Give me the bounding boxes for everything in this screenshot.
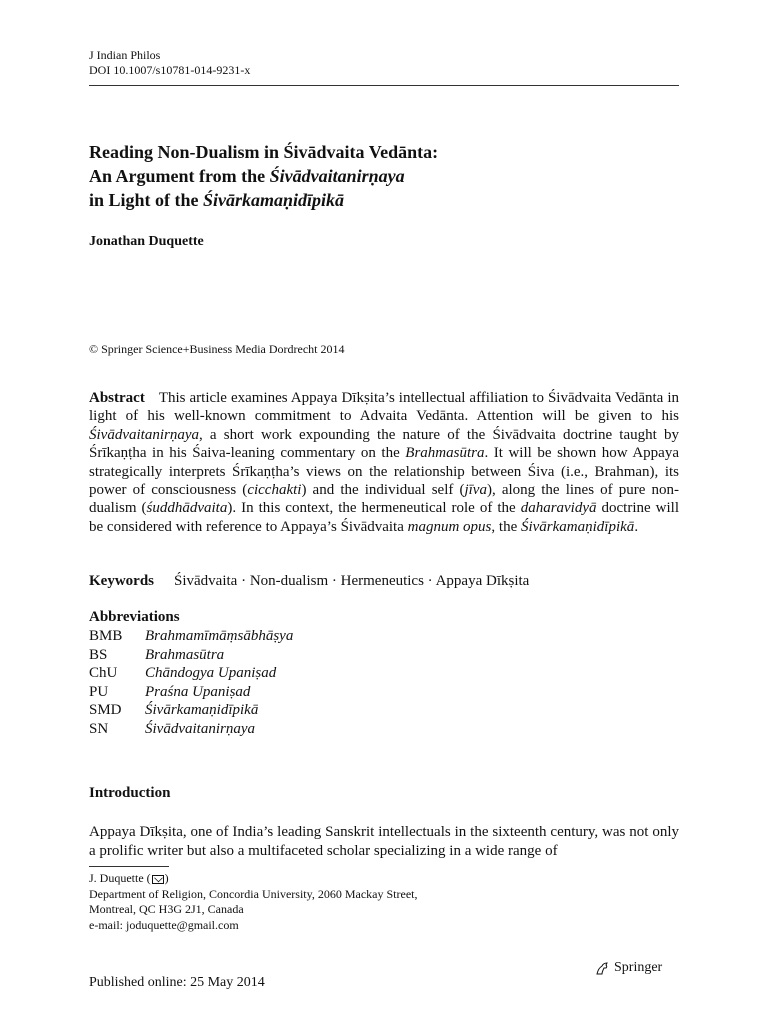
abbreviation-row: SN Śivādvaitanirṇaya	[89, 720, 255, 737]
abbreviation-row: SMD Śivārkamaṇidīpikā	[89, 702, 259, 719]
copyright-notice: © Springer Science+Business Media Dordrecht 2014	[89, 342, 345, 356]
abbreviation-row: ChU Chāndogya Upaniṣad	[89, 665, 277, 682]
journal-name: J Indian Philos	[89, 48, 161, 62]
abstract-label: Abstract	[89, 390, 145, 406]
introduction-heading: Introduction	[89, 785, 171, 801]
keywords	[89, 573, 529, 590]
title-line-1: Reading Non-Dualism in Śivādvaita Vedānta:	[89, 142, 439, 162]
article-title	[89, 140, 438, 212]
author-name: Jonathan Duquette	[89, 234, 204, 249]
journal-doi: DOI 10.1007/s10781-014-9231-x	[89, 63, 251, 77]
publisher-name: Springer	[614, 960, 663, 975]
keywords-text: Śivādvaita · Non-dualism · Hermeneutics · Appaya Dīkṣita	[174, 573, 530, 589]
springer-publisher-mark	[594, 960, 662, 976]
correspondence-line: J. Duquette ( )	[89, 871, 169, 885]
journal-header	[89, 48, 250, 78]
abbreviations-list	[89, 627, 293, 739]
abbreviation-row: BMB Brahmamīmāṃsābhāṣya	[89, 628, 294, 644]
springer-horse-logo-icon	[594, 960, 610, 976]
author-affiliation	[89, 871, 417, 933]
abbreviation-row: PU Praśna Upaniṣad	[89, 683, 251, 700]
envelope-icon	[152, 875, 164, 884]
title-line-2: An Argument from the Śivādvaitanirṇaya	[89, 166, 405, 186]
abstract: Abstract This article examines Appaya Dīkṣita’s intellectual affiliation to Śivādvaita Vedānta in light of his well-known commitment to Advaita Vedānta. Attention will be given to his Śivādvaitanirṇaya, a short work expounding the nature of the Śivādvaita doctrine taught by Śrīkaṇṭha in his Śaiva-leaning commentary on the Brahmasūtra. It will be shown how Appaya strategically interprets Śrīkaṇṭha’s views on the relationship between Śiva (i.e., Brahman), its power of consciousness (cicchakti) and the individual self (jīva), along the lines of pure non-dualism (śuddhādvaita). In this context, the hermeneutical role of the daharavidyā doctrine will be considered with reference to Appaya’s Śivādvaita magnum opus, the Śivārkamaṇidīpikā.	[89, 390, 680, 535]
abbreviation-row: BS Brahmasūtra	[89, 646, 225, 663]
introduction-text: Appaya Dīkṣita, one of India’s leading Sanskrit intellectuals in the sixteenth century, was not only a prolific writer but also a multifaceted scholar specializing in a wide range of	[89, 824, 679, 859]
header-rule	[89, 85, 679, 86]
footnote-rule	[89, 866, 169, 867]
article-page	[89, 0, 679, 1024]
published-date: Published online: 25 May 2014	[89, 975, 265, 990]
abbreviations-heading: Abbreviations	[89, 609, 180, 625]
affiliation-line-2: Montreal, QC H3G 2J1, Canada	[89, 902, 244, 916]
author-email[interactable]: e-mail: joduquette@gmail.com	[89, 917, 239, 932]
title-line-3: in Light of the Śivārkamaṇidīpikā	[89, 190, 345, 210]
affiliation-line-1: Department of Religion, Concordia University, 2060 Mackay Street,	[89, 886, 418, 901]
keywords-label: Keywords	[89, 573, 154, 589]
